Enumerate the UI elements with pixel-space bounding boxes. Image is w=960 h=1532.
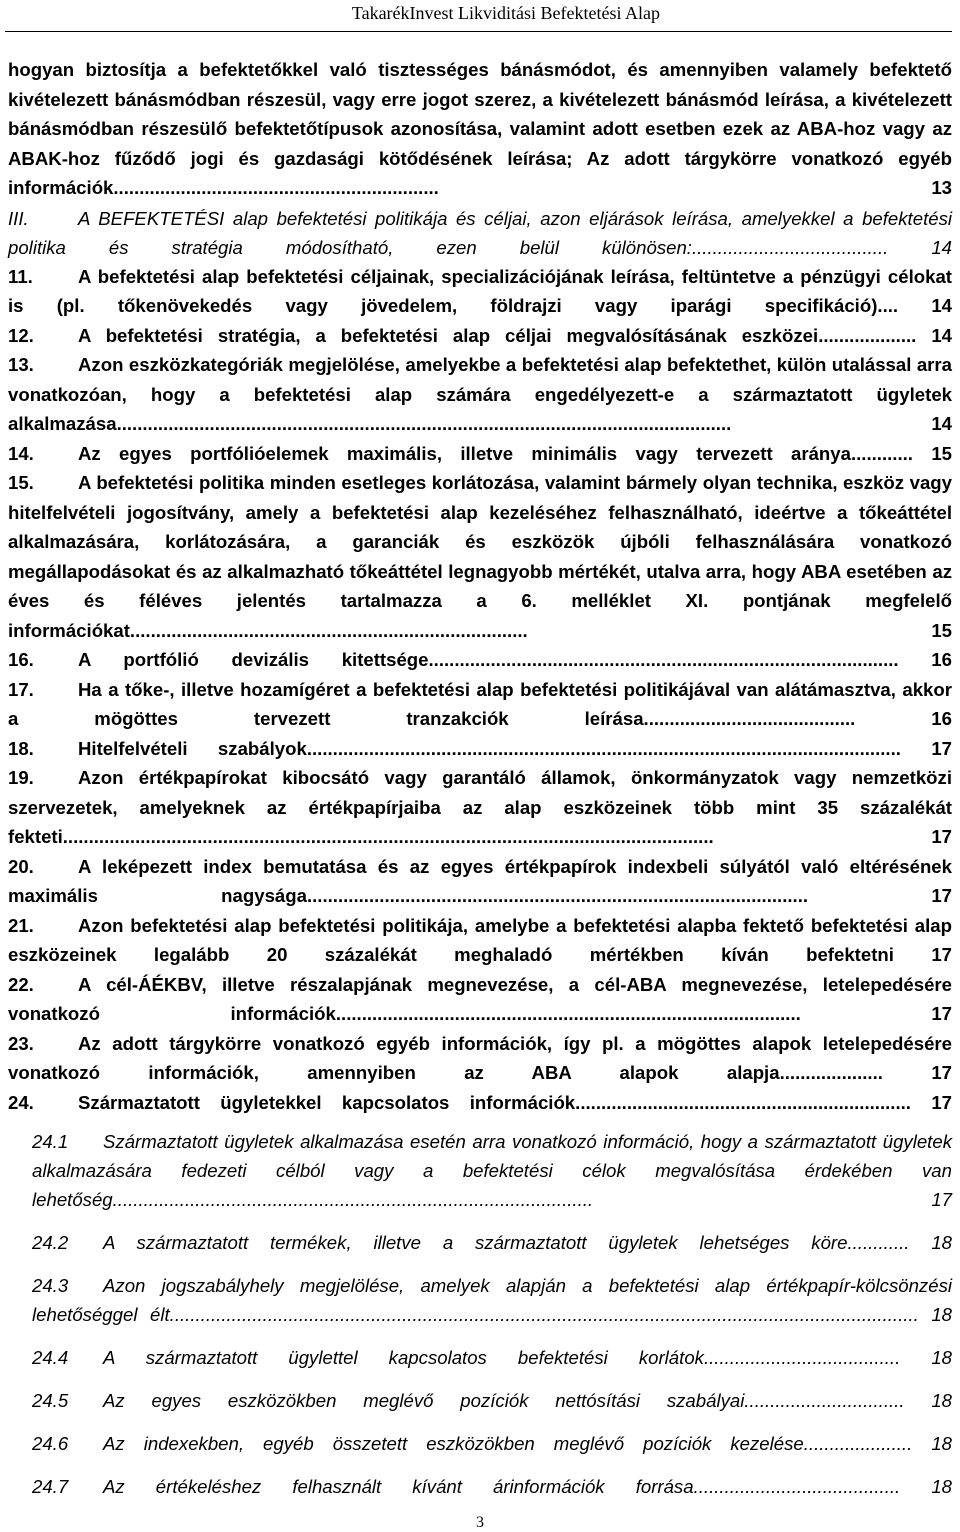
toc-entry-text: Azon eszközkategóriák megjelölése, amelyekbe a befektetési alap befektethet, külön utalással arra vonatkozóan, hogy a befektetési alap számára engedélyezett-e a származtatott ügyletek alkalmazása bbox=[8, 354, 952, 434]
toc-entry-number: 21. bbox=[8, 914, 34, 936]
toc-entry-leader: .............................................................................................................................. bbox=[62, 826, 714, 847]
toc-entry-page: 17 bbox=[931, 885, 952, 906]
toc-entry-leader: ................... bbox=[818, 324, 917, 346]
toc-entry-leader: ........................................ bbox=[693, 1476, 901, 1497]
toc-entry-number: 24.3 bbox=[32, 1275, 69, 1296]
toc-entry[interactable] bbox=[8, 1029, 952, 1088]
toc-entry-number: 11. bbox=[8, 265, 33, 287]
toc-entry[interactable] bbox=[32, 1127, 952, 1214]
toc-entry-leader: ................................................................................................................................................. bbox=[169, 1304, 919, 1325]
toc-entry-text: Hitelfelvételi szabályok bbox=[78, 737, 307, 759]
table-of-contents bbox=[8, 55, 952, 1515]
toc-entry-text: A cél-ÁÉKBV, illetve részalapjának megnevezése, a cél-ABA megnevezése, letelepedésére vonatkozó információk bbox=[8, 973, 952, 1024]
toc-entry-leader: ................................................................................................................... bbox=[306, 737, 901, 759]
toc-entry-leader: ...................................... bbox=[703, 1347, 901, 1368]
toc-entry[interactable] bbox=[8, 645, 952, 675]
toc-entry[interactable] bbox=[8, 734, 952, 764]
toc-entry-page: 17 bbox=[931, 1062, 952, 1083]
toc-entry[interactable] bbox=[8, 439, 952, 469]
toc-entry-section-3[interactable] bbox=[8, 204, 952, 262]
toc-entry-text: Azon értékpapírokat kibocsátó vagy garantáló államok, önkormányzatok vagy nemzetközi szervezetek, amelyeknek az értékpapírjaiba az alap eszközeinek több mint 35 százalékát fekteti bbox=[8, 767, 952, 847]
toc-entry-leader: ............................................................................. bbox=[129, 619, 528, 641]
toc-entry[interactable] bbox=[32, 1429, 952, 1458]
toc-entry[interactable] bbox=[32, 1271, 952, 1329]
toc-entry[interactable] bbox=[8, 321, 952, 351]
toc-entry-leader: ...................................... bbox=[691, 236, 889, 258]
toc-entry-page: 18 bbox=[931, 1232, 952, 1253]
toc-entry-text: hogyan biztosítja a befektetőkkel való tisztességes bánásmódot, és amennyiben valamely befektető kivételezett bánásmódban részesül, vagy erre jogot szerez, a kivételezett bánásmód leírása, a kivételezett bánásmódban részesülő befektetőtípusok azonosítása, valamint adott esetben ezek az ABA-hoz vagy az ABAK-hoz fűződő jogi és gazdasági kötődésének leírása; Az adott tárgykörre vonatkozó egyéb információk bbox=[8, 59, 952, 198]
toc-entry[interactable] bbox=[32, 1386, 952, 1415]
toc-entry-number: III. bbox=[8, 207, 29, 229]
toc-entry[interactable] bbox=[8, 852, 952, 911]
toc-entry-text: Az indexekben, egyéb összetett eszközökben meglévő pozíciók kezelése bbox=[103, 1433, 804, 1454]
toc-entry-text: A leképezett index bemutatása és az egyes értékpapírok indexbeli súlyától való eltérésének maximális nagysága bbox=[8, 855, 952, 906]
toc-entry-number: 24.5 bbox=[32, 1390, 69, 1411]
toc-entry-page: 13 bbox=[931, 177, 952, 198]
toc-entry-leader: ....................................................................................................................... bbox=[116, 413, 732, 434]
toc-entry-page: 17 bbox=[931, 1189, 952, 1210]
toc-entry[interactable] bbox=[32, 1472, 952, 1501]
toc-entry-leader: ............................... bbox=[744, 1390, 905, 1411]
toc-entry-page: 15 bbox=[931, 442, 952, 464]
toc-entry-page: 18 bbox=[931, 1304, 952, 1325]
toc-entry-text: A származtatott ügylettel kapcsolatos befektetési korlátok bbox=[103, 1347, 704, 1368]
toc-entry-number: 23. bbox=[8, 1032, 34, 1054]
toc-entry-number: 24. bbox=[8, 1091, 34, 1113]
toc-entry-number: 15. bbox=[8, 472, 34, 493]
toc-entry[interactable] bbox=[8, 350, 952, 439]
toc-entry-number: 17. bbox=[8, 678, 34, 700]
toc-entry-text: A BEFEKTETÉSI alap befektetési politikája és céljai, azon eljárások leírása, amelyekkel a befektetési politika és stratégia módosítható, ezen belül különösen: bbox=[8, 207, 952, 258]
toc-entry-page: 18 bbox=[931, 1476, 953, 1497]
toc-entry-page: 14 bbox=[931, 295, 953, 316]
toc-entry-page: 17 bbox=[931, 1003, 953, 1024]
toc-entry-page: 15 bbox=[931, 619, 952, 641]
toc-entry-leader: .................... bbox=[779, 1062, 883, 1083]
toc-entry[interactable] bbox=[8, 468, 952, 645]
toc-entry-text: Az adott tárgykörre vonatkozó egyéb információk, így pl. a mögöttes alapok letelepedésére vonatkozó információk, amennyiben az ABA alapok alapja bbox=[8, 1032, 952, 1083]
toc-sub-entries bbox=[8, 1127, 952, 1501]
toc-entry-number: 13. bbox=[8, 354, 34, 375]
toc-entry-leader: .......................................................................................... bbox=[335, 1003, 801, 1024]
running-header: TakarékInvest Likviditási Befektetési Alap bbox=[351, 3, 660, 23]
toc-entry-text: A befektetési politika minden esetleges korlátozása, valamint bármely olyan technika, eszköz vagy hitelfelvételi jogosítvány, amely a befektetési alap kezeléséhez felhasználható, ideértve a tőkeáttétel alkalmazására, korlátozására, a garanciák és eszközök újbóli felhasználására vonatkozó megállapodásokat és az alkalmazható tőkeáttétel legnagyobb mértékét, utalva arra, hogy ABA esetében az éves és féléves jelentés tartalmazza a 6. melléklet XI. pontjának megfelelő információkat bbox=[8, 472, 952, 641]
toc-entry-leader: ..................... bbox=[803, 1433, 913, 1454]
toc-entry-number: 24.2 bbox=[32, 1232, 69, 1253]
toc-entries bbox=[8, 262, 952, 1118]
toc-entry[interactable] bbox=[8, 675, 952, 734]
toc-entry-page: 17 bbox=[931, 944, 952, 965]
toc-entry-text: Az egyes eszközökben meglévő pozíciók nettósítási szabályai bbox=[103, 1390, 745, 1411]
toc-entry-page: 16 bbox=[931, 708, 952, 729]
toc-entry-page: 18 bbox=[931, 1347, 952, 1368]
toc-entry-number: 22. bbox=[8, 973, 34, 995]
toc-entry-text: Ha a tőke-, illetve hozamígéret a befektetési alap befektetési politikájával van alátámasztva, akkor a mögöttes tervezett tranzakciók leírása bbox=[8, 678, 952, 729]
toc-entry-leader: ........................................................................................... bbox=[428, 649, 899, 670]
toc-entry-text: A származtatott termékek, illetve a származtatott ügyletek lehetséges köre bbox=[103, 1232, 848, 1253]
toc-entry-page: 17 bbox=[931, 826, 952, 847]
toc-entry-text: A portfólió devizális kitettsége bbox=[78, 649, 429, 670]
toc-entry-number: 24.4 bbox=[32, 1347, 69, 1368]
toc-entry-text: Az egyes portfólióelemek maximális, illetve minimális vagy tervezett aránya bbox=[78, 442, 851, 464]
toc-entry-page: 14 bbox=[931, 324, 952, 346]
toc-entry-text: A befektetési alap befektetési céljainak, specializációjának leírása, feltüntetve a pénzügyi célokat is (pl. tőkenövekedés vagy jövedelem, földrajzi vagy iparági specifikáció) bbox=[8, 265, 952, 316]
toc-entry-number: 24.7 bbox=[32, 1476, 69, 1497]
toc-entry-page: 18 bbox=[931, 1390, 952, 1411]
toc-entry-text: Azon befektetési alap befektetési politikája, amelybe a befektetési alapba fektető befektetési alap eszközeinek legalább 20 százalékát meghaladó mértékben kíván befektetni bbox=[8, 914, 952, 965]
toc-entry[interactable] bbox=[32, 1343, 952, 1372]
toc-entry-number: 16. bbox=[8, 649, 34, 670]
toc-entry-page: 14 bbox=[931, 413, 952, 434]
toc-entry-leader: .... bbox=[877, 295, 899, 316]
toc-entry-page: 14 bbox=[931, 236, 952, 258]
toc-entry-text: Az értékeléshez felhasznált kívánt árinformációk forrása bbox=[103, 1476, 694, 1497]
toc-entry-number: 19. bbox=[8, 767, 34, 788]
toc-entry-page: 17 bbox=[931, 737, 953, 759]
toc-entry-leader: ............ bbox=[850, 442, 913, 464]
toc-entry-number: 20. bbox=[8, 855, 34, 877]
toc-entry-leader: ............................................................... bbox=[113, 177, 439, 198]
toc-entry[interactable] bbox=[32, 1228, 952, 1257]
toc-entry-number: 14. bbox=[8, 442, 34, 464]
toc-entry-page: 16 bbox=[931, 649, 952, 670]
toc-entry-text: Származtatott ügyletek alkalmazása esetén arra vonatkozó információ, hogy a származtatott ügyletek alkalmazására fedezeti célból vagy a befektetési célok megvalósítása érdekében van lehetőség bbox=[32, 1131, 952, 1210]
toc-entry-text: Származtatott ügyletekkel kapcsolatos információk bbox=[78, 1091, 576, 1113]
toc-entry-text: Azon jogszabályhely megjelölése, amelyek alapján a befektetési alap értékpapír-kölcsönzési lehetőséggel élt bbox=[32, 1275, 952, 1325]
toc-entry-leader: ............................................................................................. bbox=[112, 1189, 594, 1210]
toc-entry-number: 12. bbox=[8, 324, 34, 346]
page-number: 3 bbox=[476, 1514, 484, 1531]
toc-entry-leader: ......................................... bbox=[643, 708, 856, 729]
toc-entry[interactable] bbox=[8, 262, 952, 321]
toc-entry-page: 18 bbox=[931, 1433, 952, 1454]
toc-entry-page: 17 bbox=[931, 1091, 953, 1113]
toc-entry-number: 24.1 bbox=[32, 1131, 69, 1152]
toc-entry-leader: ............ bbox=[847, 1232, 910, 1253]
header-rule bbox=[5, 31, 952, 32]
toc-entry-leader: ................................................................................................. bbox=[306, 885, 809, 906]
toc-entry-text: A befektetési stratégia, a befektetési alap céljai megvalósításának eszközei bbox=[78, 324, 819, 346]
toc-entry-number: 18. bbox=[8, 737, 34, 759]
toc-entry-intro[interactable] bbox=[8, 55, 952, 203]
toc-entry[interactable] bbox=[8, 911, 952, 970]
toc-entry-number: 24.6 bbox=[32, 1433, 69, 1454]
toc-entry[interactable] bbox=[8, 763, 952, 852]
toc-entry[interactable] bbox=[8, 1088, 952, 1118]
toc-entry[interactable] bbox=[8, 970, 952, 1029]
toc-entry-leader: ................................................................. bbox=[575, 1091, 911, 1113]
